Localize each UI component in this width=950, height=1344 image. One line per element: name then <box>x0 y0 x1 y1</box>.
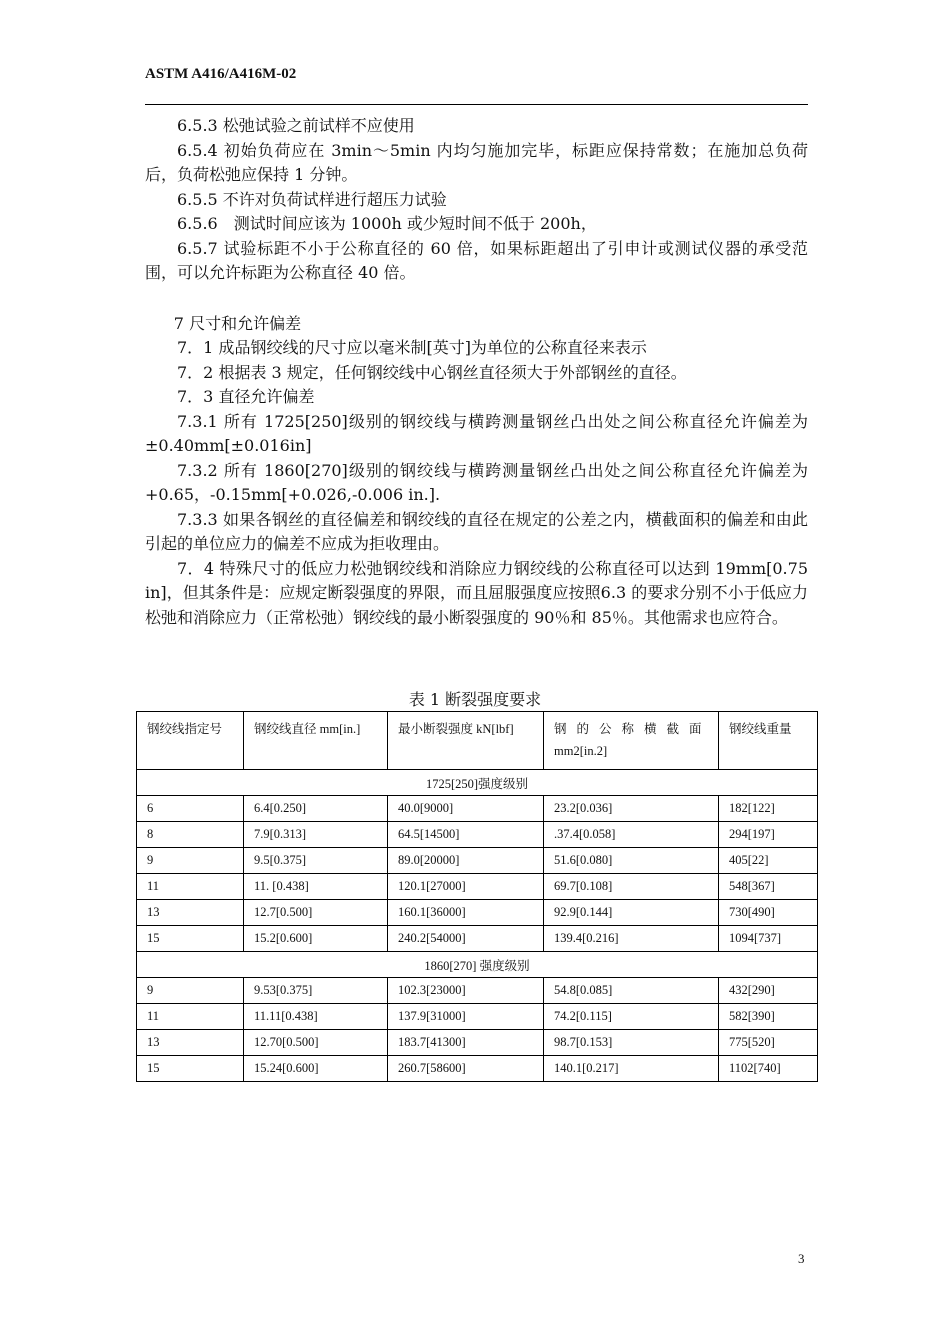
table-cell: 182[122] <box>719 796 818 822</box>
table-row <box>137 900 818 926</box>
table-cell: 183.7[41300] <box>388 1030 544 1056</box>
table-cell: 9.5[0.375] <box>244 848 388 874</box>
table-cell: 9 <box>137 848 244 874</box>
table-cell: 548[367] <box>719 874 818 900</box>
table-cell: 23.2[0.036] <box>544 796 719 822</box>
table-row <box>137 926 818 952</box>
table-row <box>137 1056 818 1082</box>
table-cell: 405[22] <box>719 848 818 874</box>
strength-table <box>136 711 818 1082</box>
table-cell: 64.5[14500] <box>388 822 544 848</box>
para-6-5-4: 6.5.4 初始负荷应在 3min～5min 内均匀施加完毕，标距应保持常数；在施加总负荷后，负荷松弛应保持 1 分钟。 <box>145 140 808 184</box>
document-header: ASTM A416/A416M-02 <box>145 66 297 82</box>
para-6-5-6: 6.5.6 测试时间应该为 1000h 或少短时间不低于 200h， <box>177 214 597 233</box>
table-header-row <box>137 712 818 770</box>
table-row <box>137 822 818 848</box>
table-cell: 12.70[0.500] <box>244 1030 388 1056</box>
header-area-unit: mm2[in.2] <box>554 744 608 758</box>
para-7-3-2: 7.3.2 所有 1860[270]级别的钢绞线与横跨测量钢丝凸出处之间公称直径允许偏差为+0.65，-0.15mm[+0.026,-0.006 in.]. <box>145 460 808 504</box>
body-text <box>145 114 808 630</box>
table-cell: 102.3[23000] <box>388 978 544 1004</box>
table-cell: 15.2[0.600] <box>244 926 388 952</box>
table-cell: 40.0[9000] <box>388 796 544 822</box>
table-row <box>137 874 818 900</box>
table-row <box>137 1004 818 1030</box>
table-cell: 11. [0.438] <box>244 874 388 900</box>
table-cell: 98.7[0.153] <box>544 1030 719 1056</box>
table-cell: 74.2[0.115] <box>544 1004 719 1030</box>
table-cell: .37.4[0.058] <box>544 822 719 848</box>
table-cell: 140.1[0.217] <box>544 1056 719 1082</box>
table-row <box>137 1030 818 1056</box>
para-6-5-3: 6.5.3 松弛试验之前试样不应使用 <box>177 116 415 135</box>
table-row <box>137 848 818 874</box>
table-cell: 9 <box>137 978 244 1004</box>
table-cell: 582[390] <box>719 1004 818 1030</box>
para-7-1: 7．1 成品钢绞线的尺寸应以毫米制[英寸]为单位的公称直径来表示 <box>177 338 647 357</box>
table-row <box>137 796 818 822</box>
table-cell: 9.53[0.375] <box>244 978 388 1004</box>
group-row-1860 <box>137 952 818 978</box>
para-7-3: 7．3 直径允许偏差 <box>177 387 315 406</box>
page-number: 3 <box>798 1251 805 1266</box>
table-cell: 139.4[0.216] <box>544 926 719 952</box>
table-cell: 294[197] <box>719 822 818 848</box>
table-cell: 260.7[58600] <box>388 1056 544 1082</box>
table-cell: 160.1[36000] <box>388 900 544 926</box>
group-1860-rows <box>137 978 818 1082</box>
table-cell: 432[290] <box>719 978 818 1004</box>
table-cell: 54.8[0.085] <box>544 978 719 1004</box>
header-breaking-strength: 最小断裂强度 kN[lbf] <box>388 712 544 770</box>
table-cell: 7.9[0.313] <box>244 822 388 848</box>
header-rule <box>145 104 808 105</box>
table-cell: 11.11[0.438] <box>244 1004 388 1030</box>
group-row-1725 <box>137 770 818 796</box>
section-heading-7: 7 尺寸和允许偏差 <box>173 313 302 333</box>
group-label: 1860[270] 强度级别 <box>137 952 818 978</box>
para-7-3-3: 7.3.3 如果各钢丝的直径偏差和钢绞线的直径在规定的公差之内，横截面积的偏差和由此引起的单位应力的偏差不应成为拒收理由。 <box>145 509 808 553</box>
table-cell: 6.4[0.250] <box>244 796 388 822</box>
table-cell: 11 <box>137 874 244 900</box>
table-cell: 15 <box>137 1056 244 1082</box>
table-cell: 51.6[0.080] <box>544 848 719 874</box>
table-row <box>137 978 818 1004</box>
table-cell: 8 <box>137 822 244 848</box>
para-7-2: 7．2 根据表 3 规定，任何钢绞线中心钢丝直径须大于外部钢丝的直径。 <box>177 362 687 382</box>
table-cell: 1094[737] <box>719 926 818 952</box>
table-cell: 15 <box>137 926 244 952</box>
header-area-label: 钢的公称横截面 <box>554 722 712 736</box>
table-caption: 表 1 断裂强度要求 <box>408 690 542 709</box>
group-1725-rows <box>137 796 818 952</box>
table-cell: 240.2[54000] <box>388 926 544 952</box>
header-diameter: 钢绞线直径 mm[in.] <box>244 712 388 770</box>
para-6-5-7: 6.5.7 试验标距不小于公称直径的 60 倍，如果标距超出了引申计或测试仪器的承受范围，可以允许标距为公称直径 40 倍。 <box>145 238 808 282</box>
table-cell: 15.24[0.600] <box>244 1056 388 1082</box>
table-cell: 89.0[20000] <box>388 848 544 874</box>
table-cell: 137.9[31000] <box>388 1004 544 1030</box>
table-cell: 1102[740] <box>719 1056 818 1082</box>
table-cell: 730[490] <box>719 900 818 926</box>
table-cell: 120.1[27000] <box>388 874 544 900</box>
table-cell: 6 <box>137 796 244 822</box>
table-cell: 92.9[0.144] <box>544 900 719 926</box>
table-cell: 13 <box>137 1030 244 1056</box>
table-cell: 775[520] <box>719 1030 818 1056</box>
table-cell: 12.7[0.500] <box>244 900 388 926</box>
header-weight: 钢绞线重量 <box>719 712 818 770</box>
header-area <box>544 712 719 770</box>
table-cell: 69.7[0.108] <box>544 874 719 900</box>
table-cell: 13 <box>137 900 244 926</box>
para-6-5-5: 6.5.5 不许对负荷试样进行超压力试验 <box>177 189 447 209</box>
group-label: 1725[250]强度级别 <box>137 770 818 796</box>
para-7-4: 7．4 特殊尺寸的低应力松弛钢绞线和消除应力钢绞线的公称直径可以达到 19mm[0.75 in]，但其条件是：应规定断裂强度的界限，而且屈服强度应按照6.3 的要求分别不小于低应力松弛和消除应力（正常松弛）钢绞线的最小断裂强度的 90％和 85％。其他需求也应符合。 <box>145 558 808 627</box>
para-7-3-1: 7.3.1 所有 1725[250]级别的钢绞线与横跨测量钢丝凸出处之间公称直径允许偏差为±0.40mm[±0.016in] <box>145 411 808 455</box>
table-cell: 11 <box>137 1004 244 1030</box>
header-designation: 钢绞线指定号 <box>137 712 244 770</box>
